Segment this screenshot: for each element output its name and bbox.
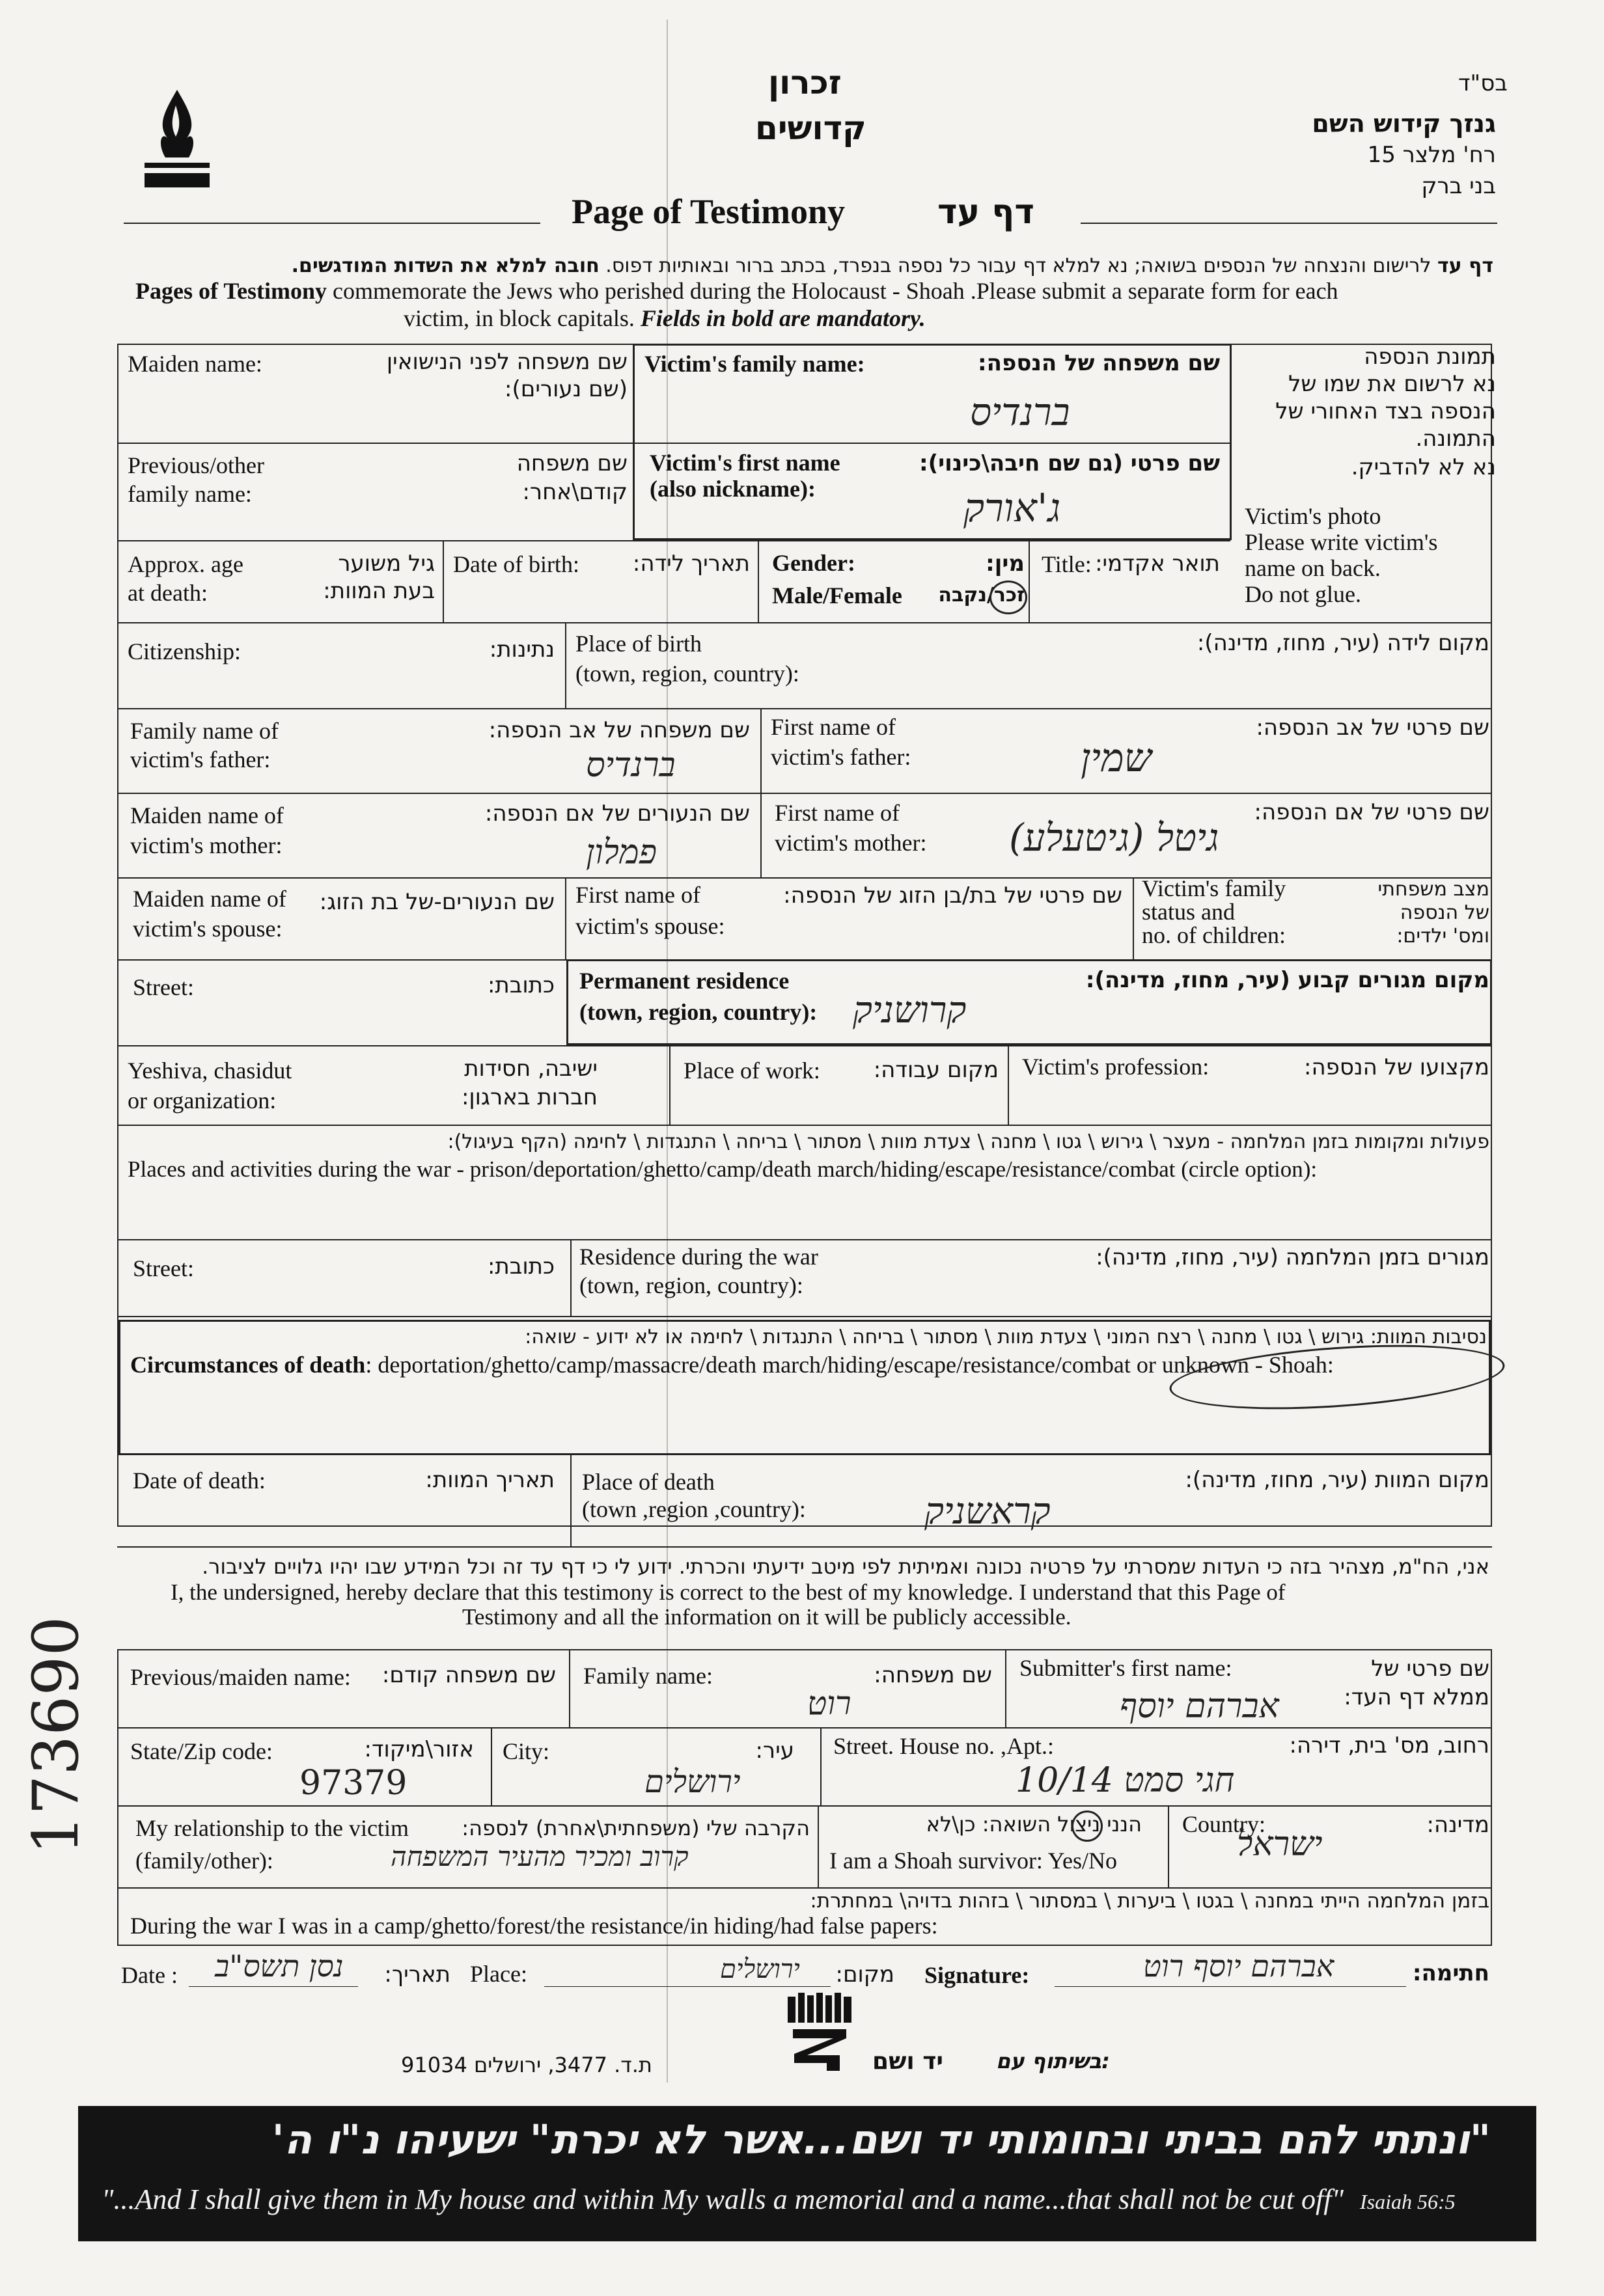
father-first-label-2: victim's father: <box>771 744 911 770</box>
quote-en-text: "...And I shall give them in My house and within My walls a memorial and a name...that shall not be cut off" <box>102 2183 1344 2215</box>
declaration-en-2: Testimony and all the information on it will be publicly accessible. <box>462 1604 1072 1630</box>
father-first-label-1: First name of <box>771 714 896 740</box>
first-name-label-2: (also nickname): <box>650 476 816 502</box>
family-status-he-3: ומס' ילדים: <box>1396 925 1489 948</box>
relation-value[interactable]: קרוב ומכיר מהעיר המשפחה <box>391 1840 689 1872</box>
sub-first-he-1: שם פרטי של <box>1371 1656 1489 1682</box>
mother-maiden-he: שם הנעורים של אם הנספה: <box>484 800 750 827</box>
intro-en-1 <box>135 279 1338 305</box>
signature-value[interactable]: אברהם יוסף רוט <box>1143 1948 1334 1984</box>
org-line2: רח' מלצר 15 <box>1367 142 1496 168</box>
photo-en-4: Do not glue. <box>1245 581 1361 607</box>
intro-he-mandatory: חובה למלא את השדות המודגשים. <box>291 254 600 277</box>
zip-value[interactable]: 97379 <box>299 1764 408 1803</box>
zip-he: אזור\מיקוד: <box>364 1736 474 1762</box>
address-value[interactable]: חגי סמט 10/14 <box>1016 1761 1235 1800</box>
residence-label-2: (town, region, country): <box>579 999 818 1025</box>
city-label: City: <box>503 1738 550 1764</box>
intro-he <box>292 255 1493 277</box>
address-he: רחוב, מס' בית, דירה: <box>1289 1732 1489 1758</box>
family-name-label: Victim's family name: <box>644 351 865 377</box>
gender-circle[interactable] <box>989 581 1027 614</box>
father-family-label-1: Family name of <box>130 718 279 744</box>
footer-address: ת.ד. 3477, ירושלים 91034 <box>401 2053 652 2077</box>
residence-war-label-2: (town, region, country): <box>579 1272 803 1298</box>
intro-en-2 <box>404 306 926 332</box>
during-war-he: בזמן המלחמה הייתי במחנה \ בגטו \ ביערות \ במסתור \ בזהות בדויה\ במחתרת: <box>810 1889 1489 1913</box>
intro-en-bold: Pages of Testimony <box>135 278 327 304</box>
intro-en-text-2: victim, in block capitals. <box>404 305 635 331</box>
age-he-2: בעת המוות: <box>323 578 435 604</box>
gender-he-1: מין: <box>986 551 1025 577</box>
sub-first-label: Submitter's first name: <box>1019 1655 1232 1681</box>
city-he: עיר: <box>755 1738 794 1764</box>
photo-he-2: נא לרשום את שמו של <box>1288 371 1496 397</box>
during-war-en: During the war I was in a camp/ghetto/forest/the resistance/in hiding/had false papers: <box>130 1913 938 1939</box>
yeshiva-he-2: חברות בארגון: <box>461 1084 598 1110</box>
mother-first-he: שם פרטי של אם הנספה: <box>1254 799 1489 825</box>
survivor-en: I am a Shoah survivor: Yes/No <box>829 1848 1117 1874</box>
page-title-he: דף עד <box>937 193 1034 232</box>
signature-he: חתימה: <box>1412 1960 1489 1986</box>
first-name-label-1: Victim's first name <box>650 450 840 476</box>
father-first-value[interactable]: שמין <box>1081 735 1152 781</box>
spouse-maiden-label-1: Maiden name of <box>133 886 286 912</box>
photo-he-1: תמונת הנספה <box>1364 344 1496 370</box>
mother-first-label-2: victim's mother: <box>775 830 927 856</box>
photo-he-5: נא לא להדביק. <box>1351 454 1496 480</box>
birthplace-label-2: (town, region, country): <box>575 661 799 687</box>
family-status-label-1: Victim's family <box>1142 875 1286 901</box>
first-name-value[interactable]: ג'אורק <box>963 485 1061 531</box>
father-family-label-2: victim's father: <box>130 746 271 772</box>
date-he: תאריך: <box>384 1961 450 1988</box>
mother-maiden-label-1: Maiden name of <box>130 802 284 828</box>
spouse-first-label-1: First name of <box>575 882 700 908</box>
place-death-label-1: Place of death <box>582 1469 715 1495</box>
residence-value[interactable]: קרושניק <box>853 989 967 1032</box>
dob-he: תאריך לידה: <box>632 551 750 577</box>
family-name-value[interactable]: ברנדיס <box>970 390 1070 434</box>
survivor-he: הנני ניצול השואה: כן\לא <box>926 1812 1142 1837</box>
age-he-1: גיל משוער <box>338 551 435 577</box>
photo-en-2: Please write victim's <box>1245 529 1438 555</box>
family-status-label-2: status and <box>1142 899 1235 925</box>
header-rule-right <box>1081 223 1497 224</box>
circumstances-he: נסיבות המוות: גירוש \ גטו \ מחנה \ רצח המוני \ צעדת מוות \ מסתור \ בריחה \ התנגדות \ לחימה או לא ידוע - שואה: <box>525 1326 1487 1348</box>
places-war-he: פעולות ומקומות בזמן המלחמה - מעצר \ גירוש \ גטו \ מחנה \ צעדת מוות \ מסתור \ בריחה \ התנגדות \ לחימה (הקף בעיגול): <box>447 1130 1489 1153</box>
work-label: Place of work: <box>684 1058 820 1084</box>
yeshiva-label-2: or organization: <box>128 1087 277 1114</box>
maiden-name-label: Maiden name: <box>128 351 262 377</box>
prev-family-he-1: שם משפחה <box>516 450 628 476</box>
stamp-number: 173690 <box>20 1616 92 1855</box>
citizenship-label: Citizenship: <box>128 638 241 664</box>
bsd-mark: בס"ד <box>1458 70 1508 96</box>
first-name-he: שם פרטי (גם שם חיבה\כינוי): <box>919 450 1220 476</box>
page-title-en: Page of Testimony <box>572 192 846 231</box>
spouse-first-label-2: victim's spouse: <box>575 913 725 939</box>
quote-banner <box>78 2106 1536 2241</box>
city-value[interactable]: ירושלים <box>644 1764 741 1800</box>
gender-label-1: Gender: <box>772 550 855 576</box>
intro-he-text: לרישום והנצחה של הנספים בשואה; נא למלא דף עבור כל נספה בנפרד, בכתב ברור ובאותיות דפוס. <box>605 254 1431 277</box>
sub-family-value[interactable]: רוט <box>807 1684 851 1722</box>
work-he: מקום עבודה: <box>873 1057 999 1083</box>
places-war-en: Places and activities during the war - prison/deportation/ghetto/camp/death march/hiding/escape/resistance/combat (circle option): <box>128 1156 1318 1182</box>
citizenship-he: נתינות: <box>489 636 555 663</box>
sub-family-he: שם משפחה: <box>874 1662 992 1688</box>
circumstances-en <box>130 1352 1334 1378</box>
photo-he-3: הנספה בצד האחורי של <box>1275 398 1496 424</box>
family-status-he-2: של הנספה <box>1400 901 1489 924</box>
country-label: Country: <box>1182 1811 1266 1837</box>
prev-family-label-2: family name: <box>128 481 252 507</box>
title-he-2: קדושים <box>755 109 866 147</box>
place-label: Place: <box>470 1961 527 1987</box>
mother-maiden-label-2: victim's mother: <box>130 832 283 858</box>
header-rule-left <box>124 223 540 224</box>
place-death-he: מקום המוות (עיר, מחוז, מדינה): <box>1185 1467 1489 1493</box>
org-line3: בני ברק <box>1421 173 1496 199</box>
sub-first-he-2: ממלא דף העד: <box>1344 1684 1489 1710</box>
country-value[interactable]: ישראל <box>1237 1825 1323 1864</box>
gender-he-2: זכר/נקבה <box>938 584 1025 607</box>
relation-label-2: (family/other): <box>135 1848 273 1874</box>
spouse-maiden-he: שם הנעורים-של בת הזוג: <box>319 889 555 915</box>
profession-label: Victim's profession: <box>1022 1054 1210 1080</box>
declaration-en-1: I, the undersigned, hereby declare that this testimony is correct to the best of my knowledge. I understand that this Page of <box>171 1579 1286 1605</box>
address-label: Street. House no. ,Apt.: <box>833 1733 1054 1759</box>
spouse-first-he: שם פרטי של בת/בן הזוג של הנספה: <box>783 882 1122 909</box>
age-label-2: at death: <box>128 580 208 606</box>
residence-war-he: מגורים בזמן המלחמה (עיר, מחוז, מדינה): <box>1096 1244 1489 1270</box>
relation-label-1: My relationship to the victim <box>135 1815 409 1841</box>
place-death-label-2: (town ,region ,country): <box>582 1496 806 1522</box>
mother-first-value[interactable]: גיטל (גיטעלע) <box>1009 815 1219 860</box>
father-first-he: שם פרטי של אב הנספה: <box>1256 715 1489 741</box>
intro-he-bold: דף עד <box>1437 254 1493 277</box>
intro-en-text-1: commemorate the Jews who perished during the Holocaust - Shoah .Please submit a separate form for each <box>333 278 1338 304</box>
mother-first-label-1: First name of <box>775 800 900 826</box>
spouse-maiden-label-2: victim's spouse: <box>133 916 283 942</box>
quote-ref: Isaiah 56:5 <box>1359 2190 1456 2213</box>
family-name-he: שם משפחה של הנספה: <box>978 350 1220 376</box>
circumstances-en-text: : deportation/ghetto/camp/massacre/death march/hiding/escape/resistance/combat or unknown - Shoah: <box>365 1352 1334 1378</box>
intro-en-mandatory: Fields in bold are mandatory. <box>640 305 926 331</box>
yad-vashem-name: יד ושם <box>872 2048 944 2075</box>
father-family-he: שם משפחה של אב הנספה: <box>488 717 750 743</box>
dob-label: Date of birth: <box>453 551 579 577</box>
place-death-value[interactable]: קראשניק <box>924 1490 1051 1533</box>
gender-label-2: Male/Female <box>772 582 902 608</box>
quote-en <box>102 2184 1456 2215</box>
family-status-label-3: no. of children: <box>1142 922 1286 948</box>
family-status-he-1: מצב משפחתי <box>1377 878 1489 901</box>
sub-prev-label: Previous/maiden name: <box>130 1664 351 1690</box>
sub-prev-he: שם משפחה קודם: <box>381 1662 556 1688</box>
yeshiva-he-1: ישיבה, חסידות <box>464 1056 598 1082</box>
street-he: כתובת: <box>487 972 555 998</box>
residence-he: מקום מגורים קבוע (עיר, מחוז, מדינה): <box>1085 967 1489 993</box>
relation-he: הקרבה שלי (משפחתית\אחרת) לנספה: <box>462 1816 810 1840</box>
circumstances-en-bold: Circumstances of death <box>130 1352 366 1378</box>
age-label-1: Approx. age <box>128 551 243 577</box>
maiden-name-he-2: (שם נעורים): <box>505 376 628 402</box>
declaration-he: אני, הח"מ, מצהיר בזה כי העדות שמסרתי על פרטיה נכונה ואמיתית לפי מיטב ידיעתי והכרתי. ידוע לי כי דף עד זה וכל המידע שבו יהיו גלויים לציבור. <box>202 1554 1489 1579</box>
residence-war-label-1: Residence during the war <box>579 1244 818 1270</box>
title-label: Title: <box>1042 551 1092 577</box>
prev-family-he-2: קודם\אחר: <box>522 479 628 505</box>
street-label: Street: <box>133 974 194 1000</box>
mother-maiden-value[interactable]: פמלון <box>586 833 657 872</box>
yad-vashem-logo-icon <box>781 1993 859 2084</box>
prev-family-label-1: Previous/other <box>128 452 264 478</box>
survivor-circle[interactable] <box>1072 1811 1103 1842</box>
profession-he: מקצועו של הנספה: <box>1303 1054 1489 1080</box>
birthplace-he: מקום לידה (עיר, מחוז, מדינה): <box>1196 630 1489 656</box>
photo-he-4: התמונה. <box>1415 426 1496 452</box>
dod-label: Date of death: <box>133 1468 266 1494</box>
date-value[interactable]: נסן תשס"ב <box>215 1948 344 1984</box>
photo-en-3: name on back. <box>1245 555 1381 581</box>
date-label: Date : <box>121 1962 178 1988</box>
partner-he: בשיתוף עם: <box>996 2049 1110 2073</box>
quote-he: "ונתתי להם בביתי ובחומותי יד ושם...אשר לא יכרת" ישעיהו נ"ו ה' <box>271 2116 1491 2163</box>
title-he: תואר אקדמי: <box>1095 551 1220 577</box>
dod-he: תאריך המוות: <box>425 1467 555 1493</box>
street2-label: Street: <box>133 1255 194 1281</box>
birthplace-label-1: Place of birth <box>575 631 702 657</box>
sub-family-label: Family name: <box>583 1663 713 1689</box>
org-line1: גנזך קידוש השם <box>1312 109 1496 138</box>
yeshiva-label-1: Yeshiva, chasidut <box>128 1058 292 1084</box>
street2-he: כתובת: <box>487 1253 555 1279</box>
place-value[interactable]: ירושלים <box>720 1954 800 1984</box>
place-he: מקום: <box>835 1961 894 1988</box>
maiden-name-he-1: שם משפחה לפני הנישואין <box>386 349 628 375</box>
photo-en-1: Victim's photo <box>1245 503 1381 529</box>
sub-first-value[interactable]: אברהם יוסף <box>1120 1687 1279 1726</box>
father-family-value[interactable]: ברנדיס <box>586 746 676 785</box>
residence-label-1: Permanent residence <box>579 968 790 994</box>
country-he: מדינה: <box>1426 1812 1489 1838</box>
title-he-1: זכרון <box>768 64 842 102</box>
zip-label: State/Zip code: <box>130 1738 273 1764</box>
signature-label: Signature: <box>924 1962 1030 1988</box>
logo-icon <box>138 86 216 203</box>
